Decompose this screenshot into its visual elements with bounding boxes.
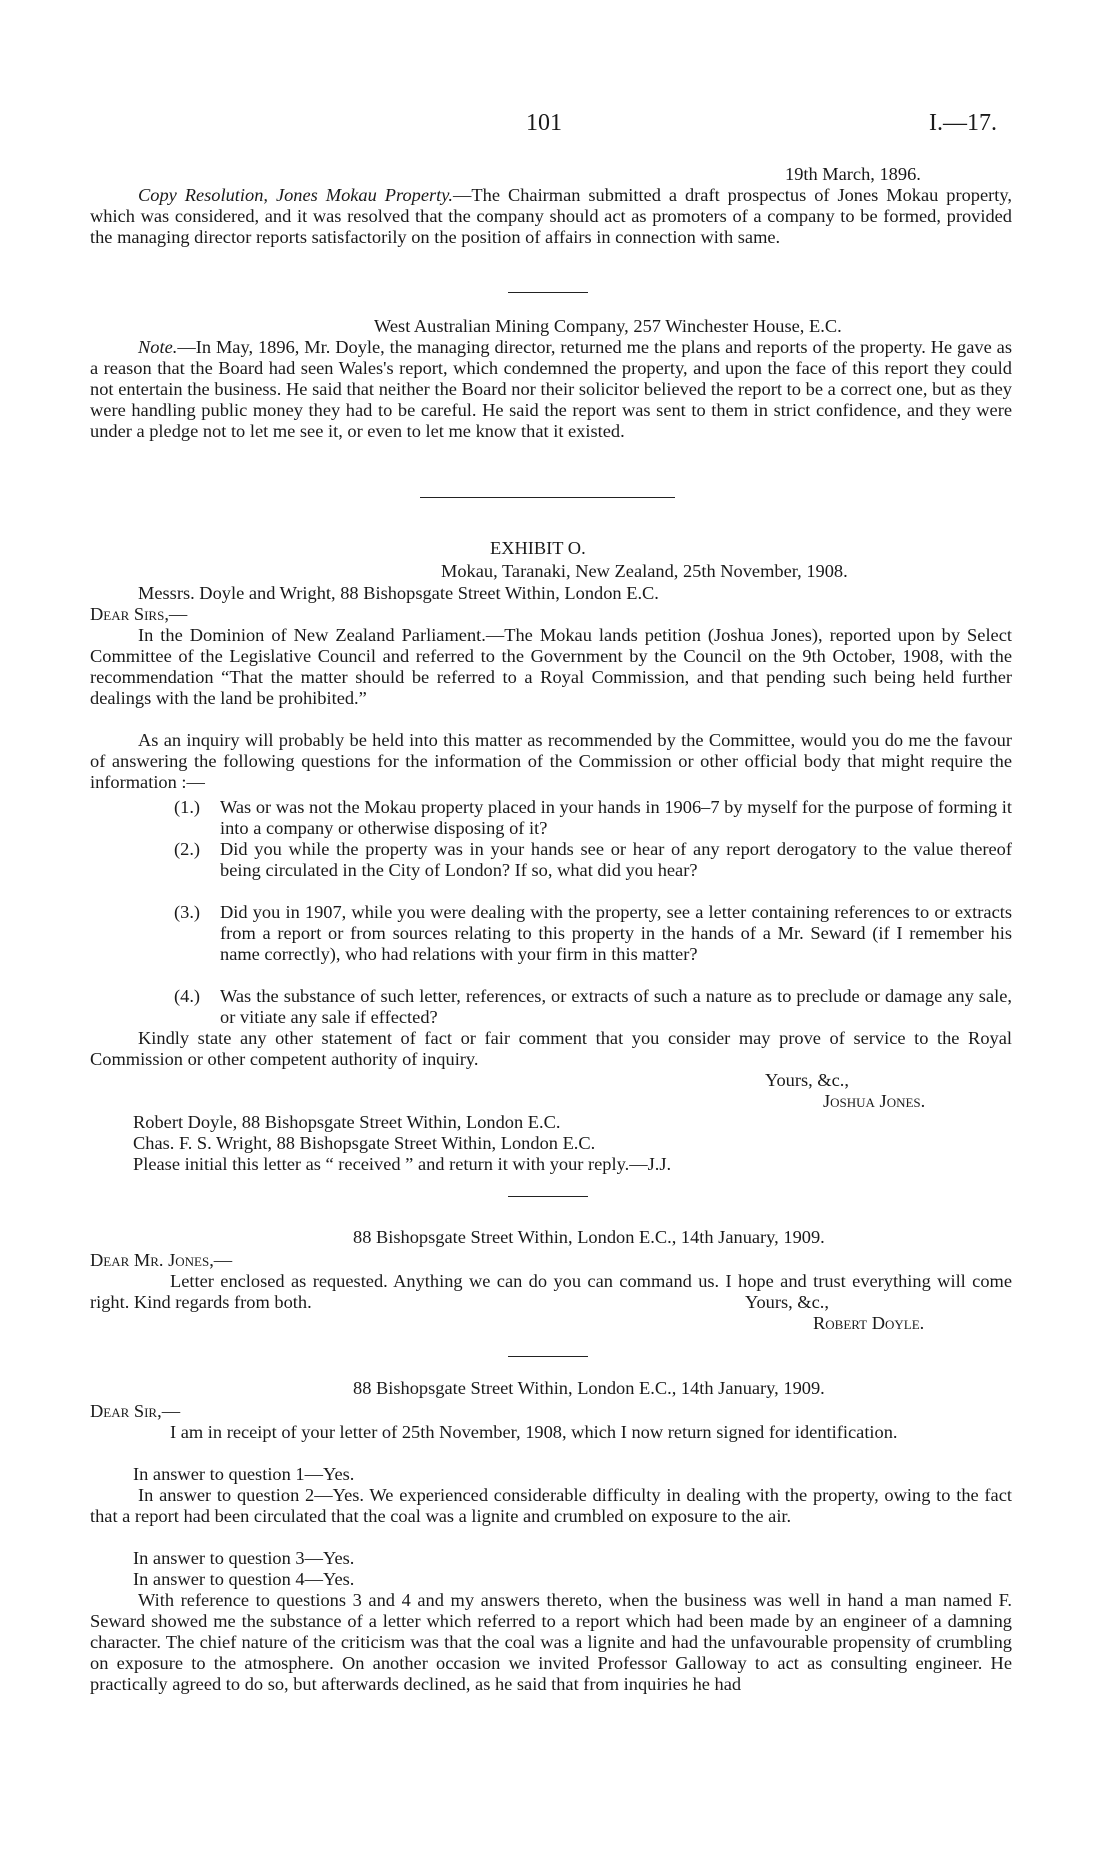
section-divider <box>508 292 588 293</box>
letter2-signature: Robert Doyle. <box>813 1313 925 1333</box>
section-divider <box>508 1196 588 1197</box>
resolution-body: —The Chairman submitted a draft prospectus of Jones Mokau property, which was considered, and it was resolved that the company should act as promoters of a company to be formed, provided the managing director reports satisfactorily on the position of affairs in connection with same. <box>90 185 1012 247</box>
exhibit-heading: EXHIBIT O. <box>490 538 586 558</box>
section-divider-long <box>420 497 675 498</box>
letter2-dateline: 88 Bishopsgate Street Within, London E.C., 14th January, 1909. <box>353 1227 825 1247</box>
cc-line-2: Chas. F. S. Wright, 88 Bishopsgate Street Within, London E.C. <box>133 1133 596 1153</box>
exhibit-dateline: Mokau, Taranaki, New Zealand, 25th November, 1908. <box>441 561 848 581</box>
wa-note-label: Note. <box>138 337 178 357</box>
question-number: (2.) <box>174 839 201 859</box>
resolution-paragraph <box>90 185 1012 248</box>
exhibit-signature: Joshua Jones. <box>823 1091 926 1111</box>
question-item <box>174 839 1012 881</box>
wa-note-paragraph <box>90 337 1012 442</box>
section-divider <box>508 1356 588 1357</box>
question-item <box>174 902 1012 965</box>
question-item <box>174 986 1012 1028</box>
cc-line-1: Robert Doyle, 88 Bishopsgate Street Within, London E.C. <box>133 1112 561 1132</box>
exhibit-salutation: Dear Sirs,— <box>90 604 188 624</box>
letter2-body: Letter enclosed as requested. Anything we can do you can command us. I hope and trust everything will come right. Kind regards from both. <box>90 1271 1012 1312</box>
wa-address: West Australian Mining Company, 257 Winchester House, E.C. <box>374 316 842 336</box>
exhibit-paragraph-2: As an inquiry will probably be held into this matter as recommended by the Committee, would you do me the favour of answering the following questions for the information of the Commission or other official body that might require the information :— <box>90 730 1012 792</box>
letter3-salutation: Dear Sir,— <box>90 1401 181 1421</box>
question-text: Was or was not the Mokau property placed in your hands in 1906–7 by myself for the purpose of forming it into a company or otherwise disposing of it? <box>220 797 1012 838</box>
exhibit-addressee: Messrs. Doyle and Wright, 88 Bishopsgate Street Within, London E.C. <box>138 583 659 603</box>
cc-line-3: Please initial this letter as “ received ” and return it with your reply.—J.J. <box>133 1154 672 1174</box>
letter2-closing: Yours, &c., <box>745 1292 829 1312</box>
letter2-salutation: Dear Mr. Jones,— <box>90 1250 233 1270</box>
question-item <box>174 797 1012 839</box>
question-text: Did you in 1907, while you were dealing with the property, see a letter containing references to or extracts from a report or from sources relating to this property in the hands of a Mr. Seward (if I remember his name correctly), who had relations with your firm in this matter? <box>220 902 1012 964</box>
letter3-answer-4: In answer to question 4—Yes. <box>133 1569 355 1589</box>
letter3-answer-3: In answer to question 3—Yes. <box>133 1548 355 1568</box>
question-number: (1.) <box>174 797 201 817</box>
document-reference: I.—17. <box>929 110 997 136</box>
question-text: Did you while the property was in your hands see or hear of any report derogatory to the value thereof being circulated in the City of London? If so, what did you hear? <box>220 839 1012 880</box>
exhibit-paragraph-1: In the Dominion of New Zealand Parliament.—The Mokau lands petition (Joshua Jones), reported upon by Select Committee of the Legislative Council and referred to the Government by the Council on the 9th October, 1908, with the recommendation “That the matter should be referred to a Royal Commission, and that pending such being held further dealings with the land be prohibited.” <box>90 625 1012 708</box>
exhibit-closing: Yours, &c., <box>765 1070 849 1090</box>
letter3-final-paragraph: With reference to questions 3 and 4 and my answers thereto, when the business was well in hand a man named F. Seward showed me the substance of a letter which referred to a report which had been made by an engineer of a damning character. The chief nature of the criticism was that the coal was a lignite and had the unfavourable propensity of crumbling on exposure to the atmosphere. On another occasion we invited Professor Galloway to act as consulting engineer. He practically agreed to do so, but afterwards declined, as he said that from inquiries he had <box>90 1590 1012 1694</box>
exhibit-paragraph-3: Kindly state any other statement of fact or fair comment that you consider may prove of service to the Royal Commission or other competent authority of inquiry. <box>90 1028 1012 1069</box>
question-number: (4.) <box>174 986 201 1006</box>
page-number: 101 <box>526 110 562 136</box>
letter3-dateline: 88 Bishopsgate Street Within, London E.C., 14th January, 1909. <box>353 1378 825 1398</box>
resolution-title: Copy Resolution, Jones Mokau Property. <box>138 185 454 205</box>
question-text: Was the substance of such letter, references, or extracts of such a nature as to preclude or damage any sale, or vitiate any sale if effected? <box>220 986 1012 1027</box>
wa-note-body: —In May, 1896, Mr. Doyle, the managing director, returned me the plans and reports of the property. He gave as a reason that the Board had seen Wales's report, which condemned the property, and upon the face of this report they could not entertain the business. He said that neither the Board nor their solicitor believed the report to be a correct one, but as they were handling public money they had to be careful. He said the report was sent to them in strict confidence, and they were under a pledge not to let me see it, or even to let me know that it existed. <box>90 337 1012 441</box>
letter3-answer-2: In answer to question 2—Yes. We experienced considerable difficulty in dealing with the property, owing to the fact that a report had been circulated that the coal was a lignite and crumbled on exposure to the air. <box>90 1485 1012 1526</box>
resolution-date: 19th March, 1896. <box>785 164 921 184</box>
letter3-answer-1: In answer to question 1—Yes. <box>133 1464 355 1484</box>
question-number: (3.) <box>174 902 201 922</box>
letter3-paragraph-1: I am in receipt of your letter of 25th November, 1908, which I now return signed for identification. <box>170 1422 898 1442</box>
